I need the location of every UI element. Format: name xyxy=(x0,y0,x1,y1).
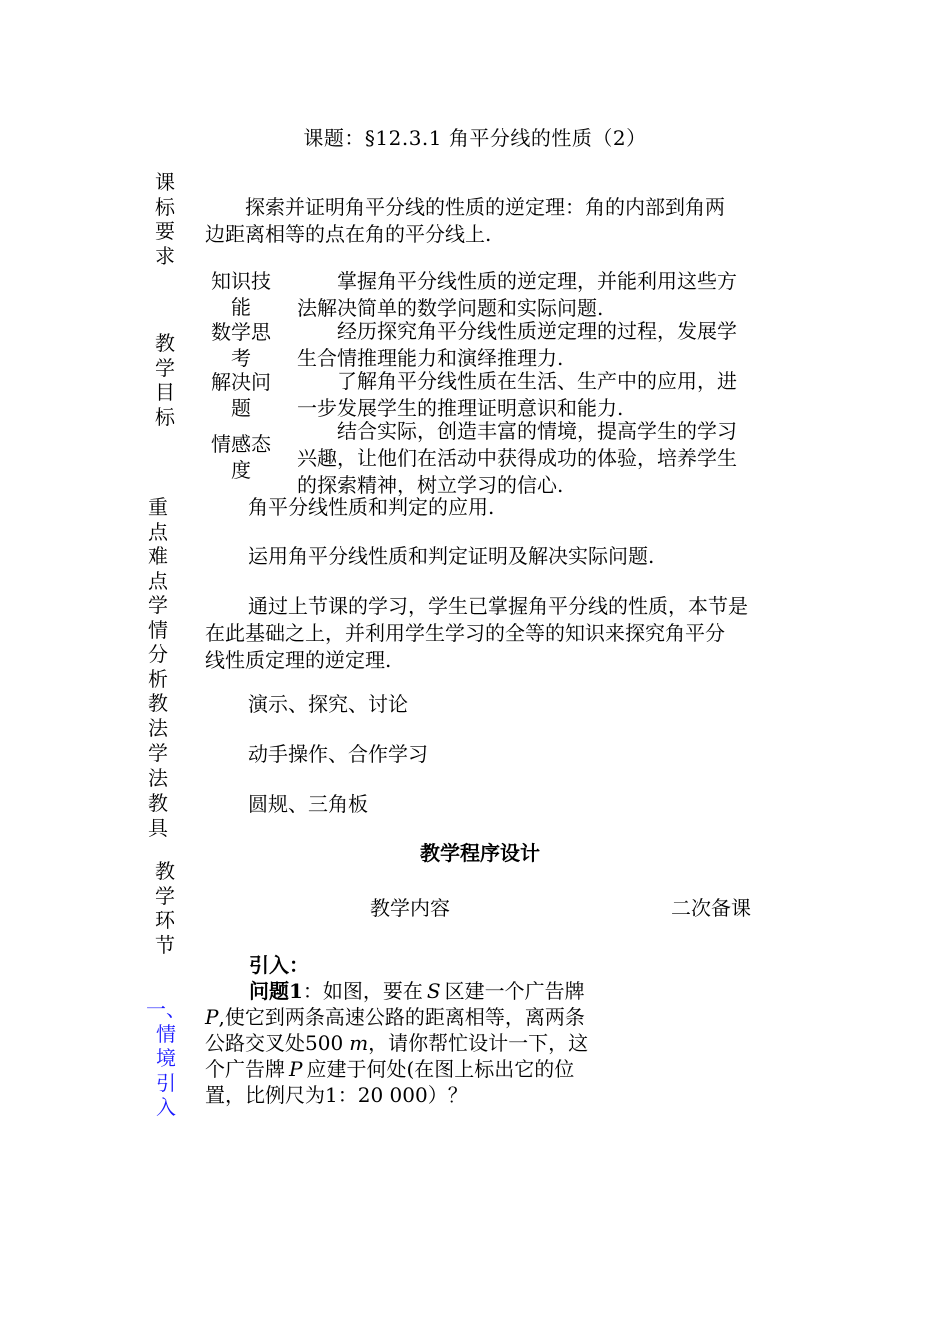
xuefa-text: 动手操作、合作学习 xyxy=(248,742,428,766)
jiaofa-text: 演示、探究、讨论 xyxy=(248,692,408,716)
label-xuefa: 学 法 xyxy=(148,741,168,790)
label-huanjie: 教 学 环 节 xyxy=(155,859,175,957)
stage1-content: 引入： 问题1：如图，要在 S 区建一个广告牌 P,使它到两条高速公路的距离相等，离两条 公路交叉处500 m，请你帮忙设计一下，这 个广告牌 P 应建于何处(在图上标出它的位 置，比例尺为1：20 000）？ xyxy=(205,953,589,1107)
label-zhongnan: 重 点 难 点 xyxy=(148,495,168,593)
goal-jiejue: 了解角平分线性质在生活、生产中的应用，进 一步发展学生的推理证明意识和能力. xyxy=(297,369,737,420)
col-content-header: 教学内容 xyxy=(370,896,450,920)
label-stage1: 一、 情 境 引 入 xyxy=(146,997,186,1119)
goal-zhishi: 掌握角平分线性质的逆定理，并能利用这些方 法解决简单的数学问题和实际问题. xyxy=(297,269,737,320)
goal-qinggan: 结合实际，创造丰富的情境，提高学生的学习 兴趣，让他们在活动中获得成功的体验，培养学生 的探索精神，树立学习的信心. xyxy=(297,419,737,497)
label-jiaofa: 教 法 xyxy=(148,691,168,740)
label-jiejue: 解决问 题 xyxy=(211,370,271,420)
page-title: 课题：§12.3.1 角平分线的性质（2） xyxy=(303,126,647,150)
label-xueqing: 学 情 分 析 xyxy=(148,593,168,691)
label-kebiao: 课 标 要 求 xyxy=(155,170,175,268)
label-qinggan: 情感态 度 xyxy=(211,432,271,482)
col-notes-header: 二次备课 xyxy=(671,896,751,920)
zhongdian-text: 角平分线性质和判定的应用. xyxy=(248,495,495,519)
kebiao-text: 探索并证明角平分线的性质的逆定理：角的内部到角两 边距离相等的点在角的平分线上. xyxy=(205,195,725,246)
label-zhishi: 知识技 能 xyxy=(211,269,271,319)
jiaoju-text: 圆规、三角板 xyxy=(248,792,368,816)
goal-sikao: 经历探究角平分线性质逆定理的过程，发展学 生合情推理能力和演绎推理力. xyxy=(297,319,737,370)
program-heading: 教学程序设计 xyxy=(420,841,540,865)
xueqing-text: 通过上节课的学习，学生已掌握角平分线的性质，本节是 在此基础之上，并利用学生学习的全等的知识来探究角平分 线性质定理的逆定理. xyxy=(205,594,748,672)
label-sikao: 数学思 考 xyxy=(211,320,271,370)
label-mubiao: 教 学 目 标 xyxy=(155,331,175,429)
nandian-text: 运用角平分线性质和判定证明及解决实际问题. xyxy=(248,544,655,568)
label-jiaoju: 教 具 xyxy=(148,791,168,840)
